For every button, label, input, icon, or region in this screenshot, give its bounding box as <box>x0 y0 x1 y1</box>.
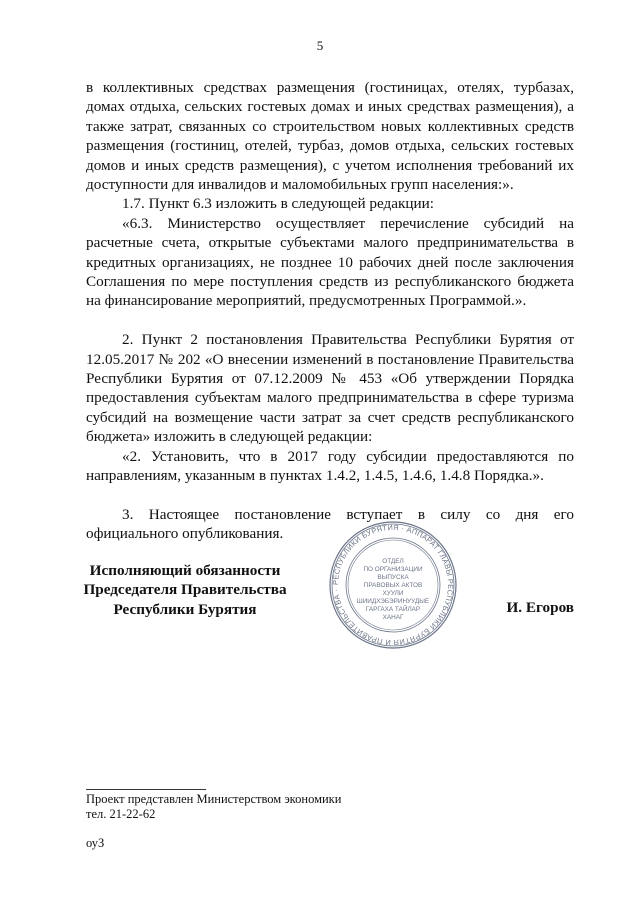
footnote-line: Проект представлен Министерством экономики <box>86 792 342 806</box>
signer-position-line: Республики Бурятия <box>113 600 257 618</box>
stamp-inner-line: ПРАВОВЫХ АКТОВ <box>363 582 423 589</box>
document-body <box>86 78 574 544</box>
signer-position-line: Председателя Правительства <box>83 581 287 599</box>
stamp-inner-line: ХУУЛИ <box>382 590 404 597</box>
footnote-line: тел. 21-22-62 <box>86 807 156 821</box>
signer-name: И. Егоров <box>506 599 574 616</box>
paragraph-continuation: в коллективных средствах размещения (гостиницах, отелях, турбазах, домах отдыха, сельских гостевых домах и иных средствах размещения), а также затрат, связанных со строительством новых коллективных средств размещения (гостиниц, отелей, турбаз, домов отдыха, сельских гостевых домов и иных средств размещения), с учетом исполнения требований их доступности для инвалидов и маломобильных групп населения:». <box>86 79 574 194</box>
signer-position <box>70 561 300 619</box>
footnote-divider <box>86 789 206 790</box>
stamp-inner-line: ОТДЕЛ <box>382 558 404 565</box>
page-number: 5 <box>316 38 324 53</box>
paragraph-item-1-7: 1.7. Пункт 6.3 изложить в следующей редакции: <box>122 195 435 213</box>
executor-code: оуЗ <box>86 836 105 850</box>
stamp-ring-text: РЕСПУБЛИКИ БУРЯТИЯ · АППАРАТ ГЛАВЫ РЕСПУБЛИКИ БУРЯТИЯ И ПРАВИТЕЛЬСТВА · <box>330 522 456 648</box>
stamp-inner-line: ВЫПУСКА <box>377 574 409 581</box>
stamp-inner-line: ХАНАГ <box>382 614 404 621</box>
paragraph-quote-2: «2. Установить, что в 2017 году субсидии предоставляются по направлениям, указанным в пунктах 1.4.2, 1.4.5, 1.4.6, 1.4.8 Порядка.». <box>86 447 574 485</box>
paragraph-item-3: 3. Настоящее постановление вступает в силу со дня его официального опубликования. <box>86 505 574 543</box>
official-seal-stamp <box>328 520 458 650</box>
paragraph-item-2: 2. Пункт 2 постановления Правительства Республики Бурятия от 12.05.2017 № 202 «О внесении изменений в постановление Правительства Республики Бурятия от 07.12.2009 № 453 «Об утверждении Порядка предоставления субъектам малого предпринимательства в сфере туризма субсидий на возмещение части затрат за счет средств республиканского бюджета» изложить в следующей редакции: <box>86 331 574 446</box>
footnote <box>86 792 341 822</box>
stamp-inner-line: ШИИДХЭБЭРИНУУДЫЕ <box>356 598 430 605</box>
signer-position-line: Исполняющий обязанности <box>89 562 281 579</box>
stamp-inner-line: ГАРГАХА ТАЙЛАР <box>365 606 421 613</box>
stamp-inner-line: ПО ОРГАНИЗАЦИИ <box>363 566 423 573</box>
paragraph-quote-6-3: «6.3. Министерство осуществляет перечисление субсидий на расчетные счета, открытые субъектами малого предпринимательства в кредитных организациях, не позднее 10 рабочих дней после заключения Соглашения по мере поступления средств из республиканского бюджета на финансирование мероприятий, предусмотренных Программой.». <box>86 214 574 310</box>
